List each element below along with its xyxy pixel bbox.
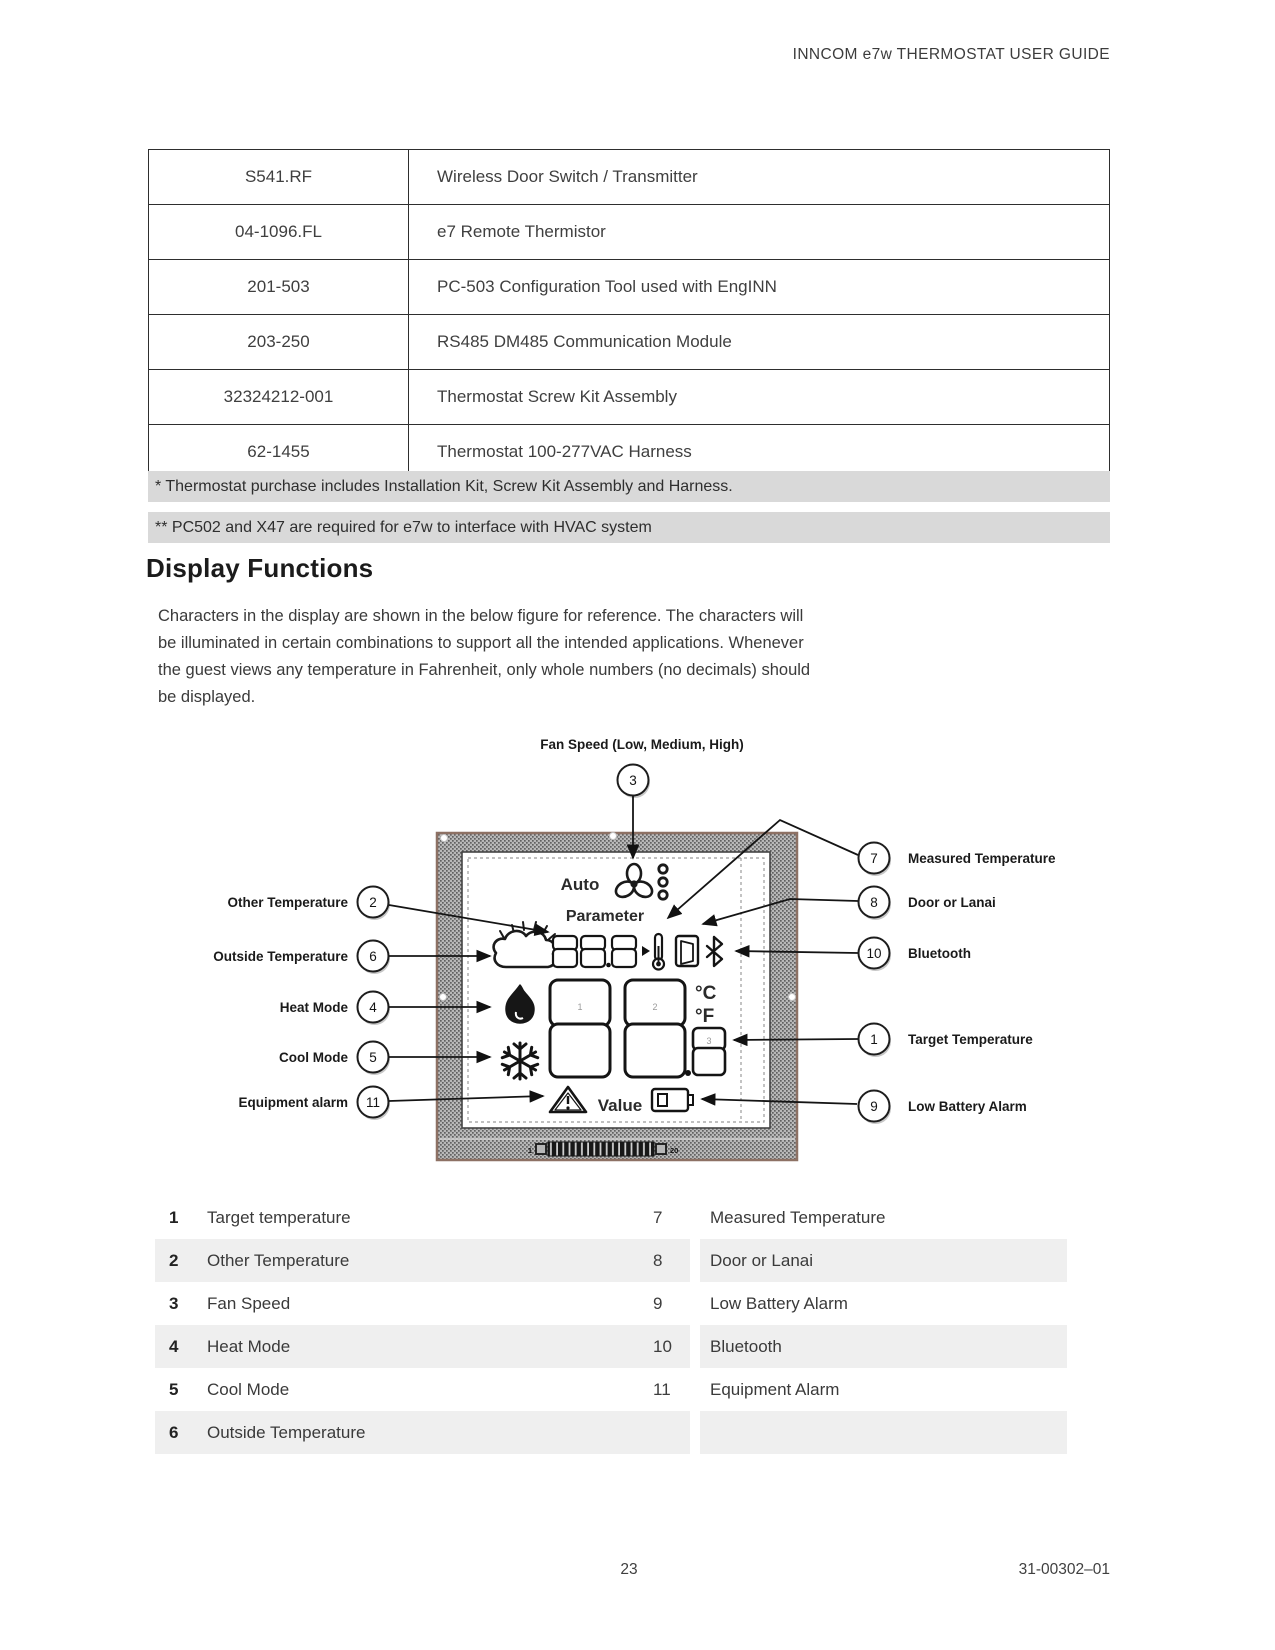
callout-number: 7 bbox=[870, 851, 878, 866]
footnote-2 bbox=[148, 512, 1110, 543]
legend-number: 1 bbox=[169, 1207, 179, 1227]
part-number-cell: 62-1455 bbox=[149, 425, 409, 480]
parameter-digits-icon bbox=[553, 936, 636, 967]
display-figure bbox=[150, 725, 1090, 1170]
legend-row bbox=[155, 1282, 1067, 1325]
table-row bbox=[149, 315, 1110, 370]
legend-number: 3 bbox=[169, 1293, 179, 1313]
fahrenheit-label: °F bbox=[695, 1006, 715, 1027]
table-row bbox=[149, 370, 1110, 425]
parameter-label: Parameter bbox=[565, 908, 645, 925]
paragraph-line: the guest views any temperature in Fahrenheit, only whole numbers (no decimals) should bbox=[158, 661, 811, 679]
value-label: Value bbox=[597, 1096, 643, 1115]
legend-row bbox=[155, 1368, 1067, 1411]
table-row bbox=[149, 260, 1110, 315]
callout-label: Outside Temperature bbox=[213, 949, 348, 964]
legend-number: 9 bbox=[653, 1293, 663, 1313]
page-header bbox=[148, 46, 1110, 64]
footnote-1 bbox=[148, 471, 1110, 502]
page-number: 23 bbox=[620, 1561, 638, 1578]
screw-hole-icon bbox=[441, 835, 448, 842]
footnote-text: * Thermostat purchase includes Installation Kit, Screw Kit Assembly and Harness. bbox=[155, 477, 733, 495]
callout-label: Target Temperature bbox=[908, 1032, 1033, 1047]
legend-row bbox=[155, 1196, 1067, 1239]
legend-table bbox=[155, 1196, 1067, 1454]
screw-hole-icon bbox=[610, 833, 617, 840]
callout-number: 10 bbox=[866, 946, 882, 961]
document-number: 31-00302–01 bbox=[1018, 1561, 1110, 1578]
header-title: INNCOM e7w THERMOSTAT USER GUIDE bbox=[792, 46, 1110, 63]
legend-label: Fan Speed bbox=[207, 1293, 291, 1313]
legend-label: Target temperature bbox=[207, 1207, 351, 1227]
legend-label: Other Temperature bbox=[207, 1250, 350, 1270]
celsius-label: °C bbox=[695, 983, 717, 1004]
paragraph-line: Characters in the display are shown in the below figure for reference. The characters will bbox=[158, 607, 804, 625]
part-number-cell: 04-1096.FL bbox=[149, 205, 409, 260]
legend-number: 5 bbox=[169, 1379, 179, 1399]
table-row bbox=[149, 150, 1110, 205]
part-description-cell: Thermostat 100-277VAC Harness bbox=[409, 425, 1110, 480]
figure-caption: Fan Speed (Low, Medium, High) bbox=[540, 737, 744, 752]
legend-number: 6 bbox=[169, 1422, 179, 1442]
legend-row bbox=[155, 1411, 1067, 1454]
part-description-cell: e7 Remote Thermistor bbox=[409, 205, 1110, 260]
auto-label: Auto bbox=[560, 875, 600, 894]
callout-label: Measured Temperature bbox=[908, 851, 1056, 866]
footnote-text: ** PC502 and X47 are required for e7w to interface with HVAC system bbox=[155, 518, 652, 536]
callout-number: 5 bbox=[369, 1050, 377, 1065]
section-title: Display Functions bbox=[146, 553, 374, 583]
legend-label: Low Battery Alarm bbox=[710, 1293, 848, 1313]
legend-number: 4 bbox=[169, 1336, 179, 1356]
legend-number: 10 bbox=[653, 1336, 672, 1356]
legend-row bbox=[155, 1239, 1067, 1282]
door-icon bbox=[676, 936, 698, 966]
section-paragraph bbox=[158, 603, 810, 711]
paragraph-line: be displayed. bbox=[158, 688, 256, 706]
part-description-cell: Thermostat Screw Kit Assembly bbox=[409, 370, 1110, 425]
part-number-cell: S541.RF bbox=[149, 150, 409, 205]
digit-3-label: 3 bbox=[706, 1036, 712, 1046]
callout-number: 4 bbox=[369, 1000, 377, 1015]
digit-2-label: 2 bbox=[652, 1002, 658, 1012]
legend-label: Heat Mode bbox=[207, 1336, 291, 1356]
legend-number: 8 bbox=[653, 1250, 663, 1270]
callout-label: Low Battery Alarm bbox=[908, 1099, 1027, 1114]
table-row bbox=[149, 205, 1110, 260]
screw-hole-icon bbox=[789, 994, 796, 1001]
connector-strip-icon bbox=[528, 1142, 679, 1156]
callout-label: Equipment alarm bbox=[238, 1095, 348, 1110]
parts-table bbox=[148, 149, 1110, 480]
legend-label: Bluetooth bbox=[710, 1336, 782, 1356]
callout-number: 3 bbox=[629, 773, 637, 788]
page-footer bbox=[148, 1561, 1110, 1583]
legend-number: 11 bbox=[653, 1379, 671, 1399]
legend-label: Measured Temperature bbox=[710, 1207, 886, 1227]
part-description-cell: RS485 DM485 Communication Module bbox=[409, 315, 1110, 370]
callout-number: 1 bbox=[870, 1032, 878, 1047]
part-number-cell: 32324212-001 bbox=[149, 370, 409, 425]
callout-number: 6 bbox=[369, 949, 377, 964]
callout-label: Heat Mode bbox=[279, 1000, 348, 1015]
callout-number: 9 bbox=[870, 1099, 878, 1114]
callout-label: Other Temperature bbox=[227, 895, 348, 910]
part-description-cell: PC-503 Configuration Tool used with EngINN bbox=[409, 260, 1110, 315]
legend-number: 7 bbox=[653, 1207, 663, 1227]
pin-last-label: 20 bbox=[670, 1146, 679, 1155]
legend-label: Outside Temperature bbox=[207, 1422, 366, 1442]
legend-label: Door or Lanai bbox=[710, 1250, 814, 1270]
legend-number: 2 bbox=[169, 1250, 179, 1270]
part-number-cell: 201-503 bbox=[149, 260, 409, 315]
part-number-cell: 203-250 bbox=[149, 315, 409, 370]
callout-label: Door or Lanai bbox=[908, 895, 996, 910]
digit-1-label: 1 bbox=[577, 1002, 583, 1012]
legend-label: Equipment Alarm bbox=[710, 1379, 840, 1399]
legend-label: Cool Mode bbox=[207, 1379, 290, 1399]
callout-number: 8 bbox=[870, 895, 878, 910]
callout-number: 2 bbox=[369, 895, 377, 910]
part-description-cell: Wireless Door Switch / Transmitter bbox=[409, 150, 1110, 205]
screw-hole-icon bbox=[440, 994, 447, 1001]
paragraph-line: be illuminated in certain combinations to support all the intended applications. Whenever bbox=[158, 634, 804, 652]
pin-first-label: 1 bbox=[527, 1146, 532, 1155]
legend-row bbox=[155, 1325, 1067, 1368]
callout-label: Cool Mode bbox=[279, 1050, 348, 1065]
callout-number: 11 bbox=[365, 1095, 381, 1110]
battery-icon bbox=[652, 1089, 693, 1111]
callout-label: Bluetooth bbox=[908, 946, 971, 961]
